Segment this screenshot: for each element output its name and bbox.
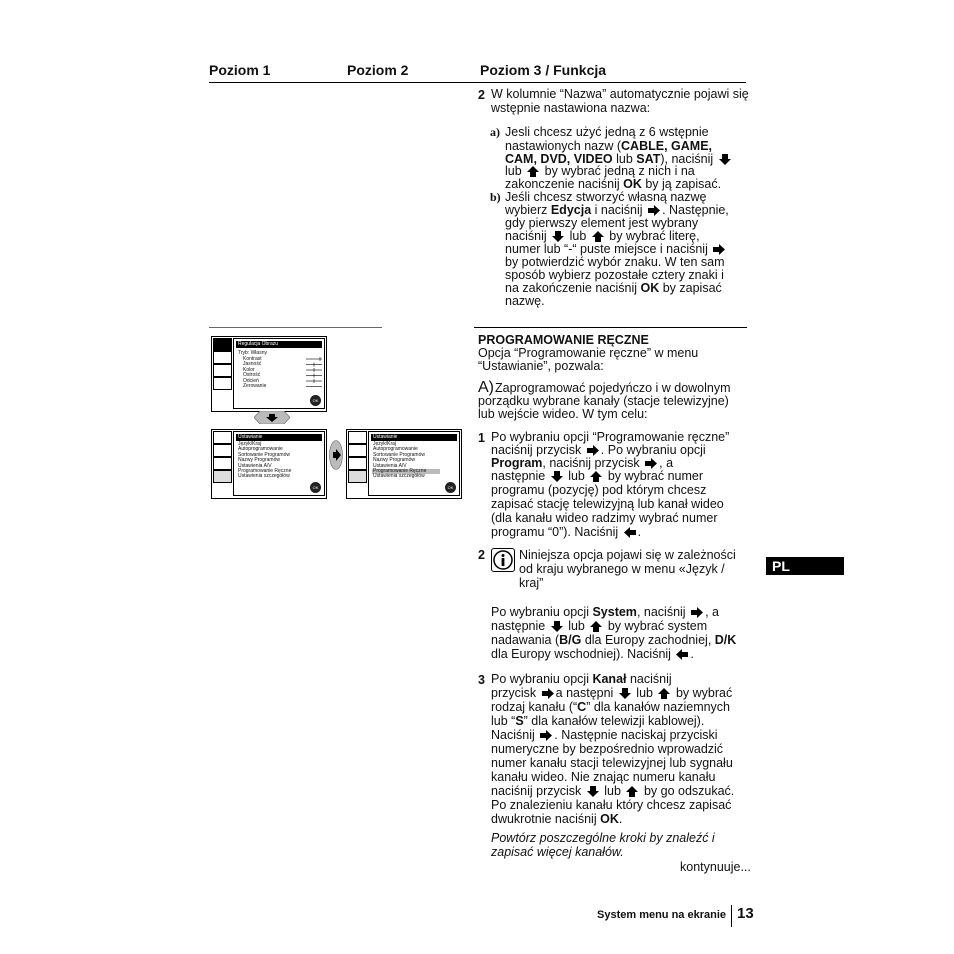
arrow-down-icon: [551, 621, 563, 632]
timer-menu-icon: [348, 457, 367, 470]
arrow-right-icon: [691, 607, 703, 618]
text-line: Jesli chcesz użyć jedną z 6 wstępnie: [505, 125, 709, 139]
text-line: naciśnij lub by wybrać literę,: [505, 229, 700, 243]
header-rule: [209, 82, 746, 83]
text-line: rodzaj kanału (“C” dla kanałów naziemnych: [491, 700, 731, 714]
text-line: kanału wideo. Nie znając numeru kanału: [491, 770, 716, 784]
step-number: 2: [478, 88, 485, 102]
sub-label-b: b): [490, 190, 501, 204]
menu-line: Zerowanie: [243, 383, 267, 389]
menu-line: Ustawienia szczegółów: [238, 473, 290, 480]
text-line: Jeśli chcesz stworzyć własną nazwę: [505, 190, 707, 204]
arrow-right-icon: [587, 445, 599, 456]
remote-down-button: [254, 411, 290, 424]
text-line: na zakończenie naciśnij OK by zapisać: [505, 281, 722, 295]
text-line: Naciśnij . Następnie naciskaj przyciski: [491, 728, 718, 742]
text-line: porządku wybrane kanały (stacje telewizyjne): [478, 394, 729, 408]
sound-menu-icon: [213, 444, 232, 457]
menu-line: Odcień: [243, 377, 259, 384]
column-header-level1: Poziom 1: [209, 62, 271, 78]
info-icon: [491, 548, 515, 572]
arrow-up-icon: [592, 231, 604, 242]
menu-line: Nazwy Programów: [373, 457, 415, 464]
text-line: Opcja “Programowanie ręczne” w menu: [478, 346, 699, 360]
menu-panel: [233, 431, 325, 496]
italic-note: zapisać więcej kanałów.: [491, 845, 624, 859]
text-line: zakonczenie naciśnij OK by ją zapisać.: [505, 177, 722, 191]
arrow-down-icon: [551, 471, 563, 482]
menu-screen-setup-selected: [346, 429, 462, 499]
text-line: Po wybraniu opcji Kanał naciśnij: [491, 672, 672, 686]
menu-line: Tryb: Własny: [238, 350, 267, 356]
footer-divider: [731, 905, 732, 927]
arrow-right-icon: [542, 688, 554, 699]
arrow-up-icon: [658, 688, 670, 699]
picture-menu-icon: [348, 431, 367, 444]
text-line: “Ustawianie”, pozwala:: [478, 359, 604, 373]
text-line: Po wybraniu opcji “Programowanie ręczne”: [491, 430, 730, 444]
text-line: nadawania (B/G dla Europy zachodniej, D/K: [491, 633, 737, 647]
menu-line: Ostrość: [243, 372, 261, 378]
text-line: od kraju wybranego w menu «Język /: [519, 562, 725, 576]
step-number: 2: [478, 548, 485, 562]
menu-line-highlight: Programowanie Ręczne: [372, 469, 440, 474]
text-line: Zaprogramować pojedyńczo i w dowolnym: [495, 381, 731, 395]
menu-line: Ustawienia szczegółów: [373, 473, 425, 480]
sub-label-a: a): [490, 125, 500, 139]
step-number: 1: [478, 431, 485, 445]
menu-line: Kolor: [243, 366, 255, 373]
text-line: następnie lub by wybrać system: [491, 619, 708, 633]
paragraph: W kolumnie “Nazwa” automatycznie pojawi się wstępnie nastawiona nazwa:: [491, 87, 749, 115]
menu-line: Autoprogramowanie: [238, 446, 283, 453]
arrow-down-icon: [719, 154, 731, 165]
arrow-right-icon: [648, 205, 660, 216]
arrow-up-icon: [590, 471, 602, 482]
continues-label: kontynuuje...: [680, 860, 751, 874]
text-line: lub “S” dla kanałów telewizji kablowej).: [491, 714, 705, 728]
text-line: (dla kanału wideo radzimy wybrać numer: [491, 511, 718, 525]
setup-menu-icon: [213, 470, 232, 483]
text-line: przycisk a następni lub by wybrać: [491, 686, 733, 700]
menu-title: Ustawianie: [236, 434, 322, 441]
arrow-up-icon: [590, 621, 602, 632]
text-line: CAM, DVD, VIDEO lub SAT), naciśnij: [505, 153, 733, 167]
language-tab: PL: [766, 557, 844, 575]
text-line: programu (pozycję) pod którym chcesz: [491, 483, 707, 497]
menu-screen-setup: [211, 429, 327, 499]
slider-bars: [306, 357, 322, 389]
arrow-up-icon: [527, 166, 539, 177]
page-number: 13: [737, 905, 754, 922]
menu-line: Sortowanie Programów: [373, 451, 425, 458]
text-line: zapisać stację telewizyjną lub kanał wideo: [491, 497, 724, 511]
remote-right-button: [329, 440, 343, 470]
text-line: dla Europy wschodniej). Naciśnij .: [491, 647, 694, 661]
text-line: kraj”: [519, 576, 544, 590]
column-header-level3: Poziom 3 / Funkcja: [480, 62, 607, 78]
text-line: programu “0”). Naciśnij .: [491, 525, 642, 539]
step-number: 3: [478, 673, 485, 687]
text-line: następnie lub by wybrać numer: [491, 469, 704, 483]
text-line: gdy pierwszy element jest wybrany: [505, 216, 699, 230]
ok-button-icon: OK: [445, 482, 456, 493]
menu-line: Autoprogramowanie: [373, 446, 418, 453]
text-line: lub by wybrać jedną z nich i na: [505, 164, 695, 178]
arrow-down-icon: [619, 688, 631, 699]
arrow-right-icon: [540, 730, 552, 741]
text-line: numer kanału stacji telewizyjnej lub sygnału: [491, 756, 733, 770]
menu-title: Ustawianie: [371, 434, 457, 441]
picture-menu-icon: [213, 431, 232, 444]
section-rule-left: [209, 327, 382, 328]
text-line: Program, naciśnij przycisk , a: [491, 456, 674, 470]
timer-menu-icon: [213, 457, 232, 470]
timer-menu-icon: [213, 364, 232, 377]
menu-panel: [233, 338, 325, 409]
section-rule-right: [474, 327, 747, 328]
menu-line: Ustawienia A/V: [238, 462, 272, 469]
menu-line: Programowanie Ręczne: [238, 468, 292, 474]
ok-button-icon: OK: [310, 395, 321, 406]
column-header-level2: Poziom 2: [347, 62, 409, 78]
text-line: numer lub “-“ puste miejsce i naciśnij: [505, 243, 727, 257]
section-title: PROGRAMOWANIE RĘCZNE: [478, 333, 649, 347]
menu-panel: [368, 431, 460, 496]
text-line: naciśnij przycisk . Po wybraniu opcji: [491, 443, 706, 457]
big-label-a: A): [478, 379, 494, 396]
arrow-right-icon: [713, 244, 725, 255]
arrow-left-icon: [624, 527, 636, 538]
text-line: nastawionych nazw (CABLE, GAME,: [505, 139, 713, 153]
menu-line: Sortowanie Programów: [238, 451, 290, 458]
text-line: Niniejsza opcja pojawi się w zależności: [519, 548, 736, 562]
arrow-right-icon: [645, 458, 657, 469]
menu-screen-picture: [211, 336, 327, 412]
sound-menu-icon: [348, 444, 367, 457]
text-line: nazwę.: [505, 294, 545, 308]
italic-note: Powtórz poszczególne kroki by znaleźć i: [491, 831, 715, 845]
arrow-down-icon: [552, 231, 564, 242]
text-line: Po wybraniu opcji System, naciśnij , a: [491, 605, 719, 619]
menu-line: Nazwy Programów: [238, 457, 280, 464]
text-line: lub wejście wideo. W tym celu:: [478, 407, 648, 421]
picture-menu-icon: [213, 338, 232, 351]
footer-label: System menu na ekranie: [597, 909, 727, 921]
setup-menu-icon: [348, 470, 367, 483]
setup-menu-icon: [213, 377, 232, 390]
text-line: wybierz Edycja i naciśnij . Następnie,: [505, 203, 729, 217]
text-line: naciśnij przycisk lub by go odszukać.: [491, 784, 735, 798]
menu-line: Jasność: [243, 361, 262, 367]
text-line: sposób wybierz pozostałe cztery znaki i: [505, 268, 724, 282]
menu-line: Kontrast: [243, 355, 262, 362]
menu-line: Język/Kraj: [238, 441, 262, 447]
text-line: Po znalezieniu kanału który chcesz zapisać: [491, 798, 732, 812]
arrow-down-icon: [587, 786, 599, 797]
arrow-up-icon: [626, 786, 638, 797]
arrow-left-icon: [676, 649, 688, 660]
text-line: numeryczne by bezpośrednio wprowadzić: [491, 742, 724, 756]
sound-menu-icon: [213, 351, 232, 364]
text-line: dwukrotnie naciśnij OK.: [491, 812, 623, 826]
menu-line: Ustawienia A/V: [373, 462, 407, 469]
text-line: by potwierdzić wybór znaku. W ten sam: [505, 255, 725, 269]
menu-line: Język/Kraj: [373, 441, 397, 447]
menu-title: Regulacja Obrazu: [236, 341, 322, 348]
ok-button-icon: OK: [310, 482, 321, 493]
